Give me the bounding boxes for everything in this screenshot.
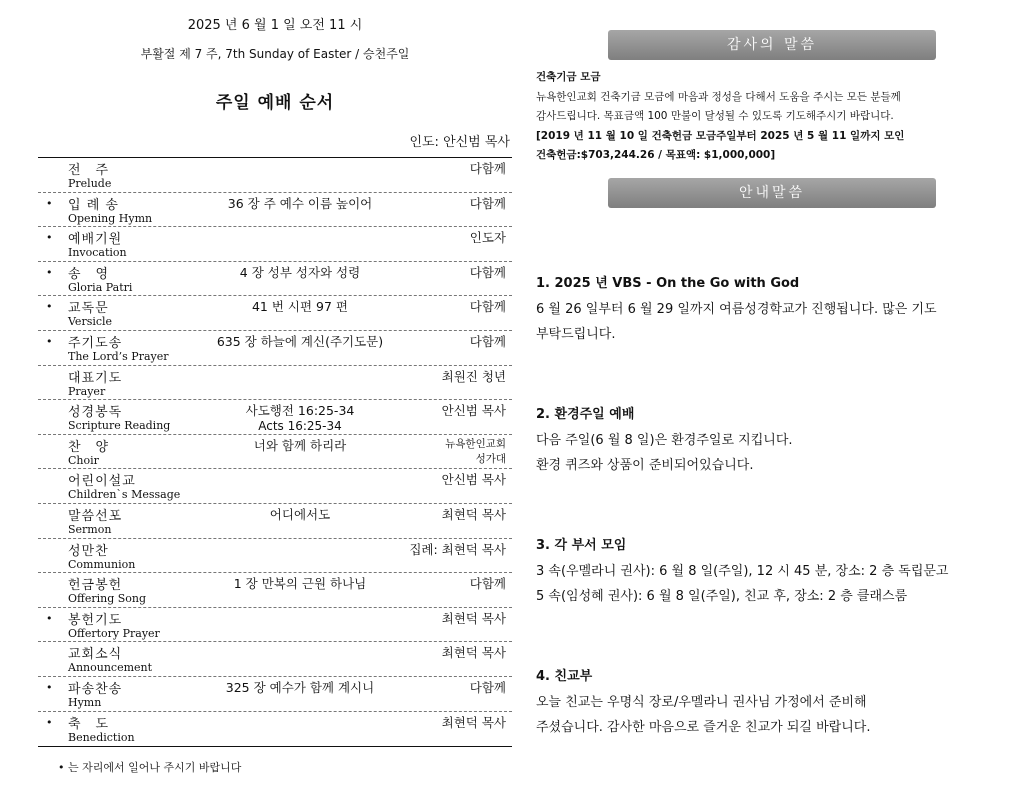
item-english: Sermon [68, 522, 112, 536]
standing-marker: • [46, 680, 53, 694]
page-title: 주일 예배 순서 [215, 93, 335, 113]
order-of-worship [38, 157, 512, 747]
standing-marker: • [46, 300, 53, 314]
standing-marker: • [46, 715, 53, 729]
worship-order-row [38, 400, 512, 435]
item-person: 다함께 [469, 679, 506, 695]
item-person: 최현덕 목사 [441, 610, 506, 626]
worship-order-row [38, 539, 512, 574]
standing-marker: • [46, 611, 53, 625]
item-korean: 봉헌기도 [68, 612, 123, 628]
item-person-line: 성가대 [475, 452, 506, 465]
item-content: 너와 함께 하리라 [253, 437, 347, 453]
item-person: 최현덕 목사 [441, 506, 506, 522]
item-korean: 파송찬송 [68, 681, 123, 697]
item-korean: 교독문 [68, 301, 109, 317]
worship-order-row [38, 677, 512, 712]
item-english: Children`s Message [68, 488, 181, 502]
item-korean: 성만찬 [68, 543, 109, 559]
service-date: 2025 년 6 월 1 일 오전 11 시 [187, 18, 363, 33]
worship-order-row [38, 504, 512, 539]
item-content: 사도행전 16:25-34 [245, 403, 355, 419]
worship-order-row [38, 573, 512, 608]
worship-order-row [38, 158, 512, 193]
worship-order-row [38, 366, 512, 401]
item-english: Versicle [68, 315, 113, 329]
item-english: Hymn [68, 695, 102, 709]
item-korean: 송 영 [68, 266, 110, 282]
item-english: Benediction [68, 730, 135, 744]
worship-order-row [38, 296, 512, 331]
service-leader: 인도: 안신범 목사 [409, 135, 510, 150]
standing-marker: • [46, 196, 53, 210]
item-content: 4 장 성부 성자와 성령 [239, 264, 361, 280]
item-content-secondary: Acts 16:25-34 [258, 419, 342, 434]
item-korean: 대표기도 [68, 370, 123, 386]
worship-order-row [38, 642, 512, 677]
item-korean: 입 례 송 [68, 197, 119, 213]
announcements-banner: 안내말씀 [608, 178, 936, 208]
standing-marker: • [46, 231, 53, 245]
item-content: 325 장 예수가 함께 계시니 [225, 679, 375, 695]
announcement-title: 4. 친교부 [536, 668, 593, 684]
announcement-text: 3 속(우멜라니 권사): 6 월 8 일(주일), 12 시 45 분, 장소: 2 층 독립문고 [536, 563, 949, 579]
donation-section [536, 68, 991, 166]
donation-line: 건축헌금:$703,244.26 / 목표액: $1,000,000] [536, 149, 776, 161]
item-korean: 예배기원 [68, 232, 123, 248]
item-english: Scripture Reading [68, 419, 171, 433]
item-korean: 말씀선포 [68, 508, 123, 524]
item-person: 다함께 [469, 161, 506, 176]
announcement-text: 부탁드립니다. [536, 326, 616, 342]
item-person: 다함께 [469, 264, 506, 280]
item-korean: 어린이설교 [68, 474, 136, 490]
item-content: 1 장 만복의 근원 하나님 [233, 576, 367, 592]
announcements-column [536, 30, 991, 740]
item-person [445, 437, 506, 467]
donation-line: [2019 년 11 월 10 일 건축헌금 모금주일부터 2025 년 5 월 11 일까지 모인 [536, 129, 905, 142]
worship-order-row [38, 469, 512, 504]
item-content: 635 장 하늘에 계신(주기도문) [216, 333, 384, 349]
footnote: • 는 자리에서 일어나 주시기 바랍니다 [58, 761, 242, 775]
donation-line: 뉴욕한인교회 건축기금 모금에 마음과 정성을 다해서 도움을 주시는 모든 분들께 [536, 90, 901, 103]
announcement-title: 2. 환경주일 예배 [536, 406, 635, 422]
item-english: Announcement [68, 661, 153, 675]
item-person: 다함께 [469, 576, 506, 592]
item-korean: 교회소식 [68, 647, 123, 663]
item-english: Gloria Patri [68, 280, 133, 294]
item-korean: 성경봉독 [68, 405, 123, 421]
item-korean: 주기도송 [68, 335, 123, 351]
item-person-line: 뉴욕한인교회 [445, 437, 506, 450]
item-english: Invocation [68, 246, 127, 260]
item-korean: 헌금봉헌 [68, 578, 123, 594]
item-english: Prayer [68, 384, 106, 398]
worship-order-row [38, 227, 512, 262]
announcement-text: 6 월 26 일부터 6 월 29 일까지 여름성경학교가 진행됩니다. 많은 기도 [536, 301, 937, 317]
worship-order-row [38, 331, 512, 366]
announcement-title: 1. 2025 년 VBS - On the Go with God [536, 275, 800, 291]
announcement-text: 주셨습니다. 감사한 마음으로 즐거운 친교가 되길 바랍니다. [536, 719, 871, 735]
item-person: 최현덕 목사 [441, 645, 506, 661]
service-subtitle: 부활절 제 7 주, 7th Sunday of Easter / 승천주일 [140, 47, 410, 61]
item-person: 최원진 청년 [441, 368, 506, 384]
item-english: Communion [68, 557, 136, 571]
standing-marker: • [46, 334, 53, 348]
announcement-text: 환경 퀴즈와 상품이 준비되어있습니다. [536, 457, 754, 473]
worship-order-row [38, 262, 512, 297]
worship-order-column [38, 8, 512, 775]
announcement-list [536, 272, 991, 740]
item-english: Offering Song [68, 592, 147, 606]
item-person: 다함께 [469, 333, 506, 349]
item-content: 어디에서도 [269, 506, 331, 522]
announcement-title: 3. 각 부서 모임 [536, 537, 627, 553]
worship-order-row [38, 712, 512, 747]
donation-heading: 건축기금 모금 [536, 71, 601, 83]
item-english: Choir [68, 453, 99, 467]
item-person: 집례: 최현덕 목사 [409, 541, 506, 557]
item-person: 다함께 [469, 195, 506, 211]
standing-marker: • [46, 265, 53, 279]
worship-order-row [38, 608, 512, 643]
worship-order-row [38, 435, 512, 470]
announcement-text: 다음 주일(6 월 8 일)은 환경주일로 지킵니다. [536, 432, 793, 448]
item-korean: 찬 양 [68, 439, 110, 455]
item-english: Prelude [68, 177, 112, 190]
item-korean: 전 주 [68, 163, 110, 178]
item-person: 인도자 [469, 230, 506, 246]
item-person: 안신범 목사 [441, 403, 506, 419]
announcement-text: 오늘 친교는 우명식 장로/우멜라니 권사님 가정에서 준비해 [536, 694, 867, 710]
item-content: 41 번 시편 97 편 [251, 299, 348, 315]
item-content: 36 장 주 예수 이름 높이어 [227, 195, 373, 211]
item-english: Offertory Prayer [68, 626, 160, 640]
donation-line: 감사드립니다. 목표금액 100 만불이 달성될 수 있도록 기도해주시기 바랍니다. [536, 110, 894, 122]
announcement-text: 5 속(임성혜 권사): 6 월 8 일(주일), 친교 후, 장소: 2 층 클래스룸 [536, 588, 908, 604]
thanks-banner: 감사의 말씀 [608, 30, 936, 60]
worship-order-row [38, 193, 512, 228]
item-person: 최현덕 목사 [441, 714, 506, 730]
item-person: 안신범 목사 [441, 472, 506, 488]
item-korean: 축 도 [68, 716, 110, 732]
item-english: Opening Hymn [68, 211, 153, 225]
item-english: The Lord’s Prayer [68, 349, 169, 363]
item-person: 다함께 [469, 299, 506, 315]
